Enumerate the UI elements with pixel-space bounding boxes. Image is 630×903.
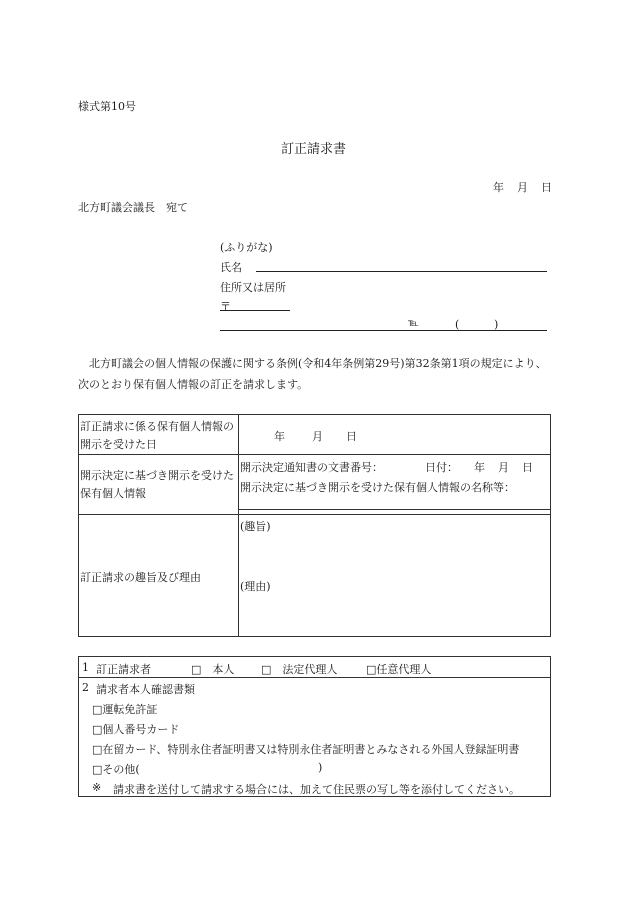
doc-drivers-license-checkbox[interactable]: □運転免許証: [92, 703, 158, 716]
doc-other-checkbox[interactable]: □その他(: [92, 763, 140, 776]
address-field-line[interactable]: [220, 330, 547, 331]
notice-year: 年: [474, 461, 485, 474]
postal-mark: 〒: [220, 300, 231, 313]
table1-row-divider-1: [78, 454, 551, 455]
document-title: 訂正請求書: [281, 142, 347, 157]
addressee: 北方町議会議長 宛て: [78, 201, 188, 214]
table1-column-divider: [238, 414, 239, 637]
postal-code-line[interactable]: [220, 310, 290, 311]
correction-purpose-reason-label: 訂正請求の趣旨及び理由: [80, 571, 201, 584]
reason-label: (理由): [240, 580, 271, 593]
doc-other-close-paren: ): [318, 761, 323, 774]
notice-month: 月: [498, 461, 509, 474]
item-2-number: 2: [82, 681, 89, 694]
furigana-label: (ふりがな): [220, 241, 273, 254]
table1-double-line: [238, 509, 551, 510]
intro-text: 北方町議会の個人情報の保護に関する条例(令和4年条例第29号)第32条第1項の規定により、次のとおり保有個人情報の訂正を請求します。: [78, 357, 547, 391]
notice-day: 日: [522, 461, 533, 474]
date-day: 日: [541, 181, 552, 194]
disclosure-month: 月: [312, 430, 323, 443]
tel-paren-close: ): [494, 318, 499, 331]
tel-label: ℡: [408, 318, 419, 329]
note-mark: ※: [92, 781, 102, 794]
name-label: 氏名: [220, 261, 242, 274]
doc-residence-card-checkbox[interactable]: □在留カード、特別永住者証明書又は特別永住者証明書とみなされる外国人登録証明書: [92, 743, 520, 756]
item-1-number: 1: [82, 661, 89, 674]
disclosure-year: 年: [274, 430, 285, 443]
name-field-line[interactable]: [256, 271, 547, 272]
option-self-checkbox[interactable]: □ 本人: [191, 663, 235, 676]
mail-request-note: 請求書を送付して請求する場合には、加えて住民票の写し等を添付してください。: [113, 783, 520, 796]
date-month: 月: [517, 181, 528, 194]
item-2-label: 請求者本人確認書類: [96, 683, 195, 696]
table1-row-divider-2: [78, 514, 551, 515]
disclosure-date-label: 訂正請求に係る保有個人情報の開示を受けた日: [80, 420, 234, 451]
form-number: 様式第10号: [78, 100, 136, 113]
disclosure-day: 日: [346, 430, 357, 443]
doc-my-number-card-checkbox[interactable]: □個人番号カード: [92, 723, 180, 736]
option-legal-agent-checkbox[interactable]: □ 法定代理人: [261, 663, 338, 676]
notice-date-label: 日付：: [425, 461, 458, 474]
disclosed-info-label: 開示決定に基づき開示を受けた保有個人情報: [80, 469, 234, 500]
purpose-label: (趣旨): [240, 520, 271, 533]
option-voluntary-agent-checkbox[interactable]: □任意代理人: [366, 663, 432, 676]
item-1-label: 訂正請求者: [96, 663, 151, 676]
tel-paren-open: (: [455, 318, 460, 331]
address-label: 住所又は居所: [220, 281, 286, 294]
notice-doc-number-label: 開示決定通知書の文書番号：: [240, 461, 383, 474]
table2-row-divider: [78, 677, 551, 678]
date-year: 年: [493, 181, 504, 194]
disclosed-info-name-label: 開示決定に基づき開示を受けた保有個人情報の名称等：: [240, 481, 515, 494]
